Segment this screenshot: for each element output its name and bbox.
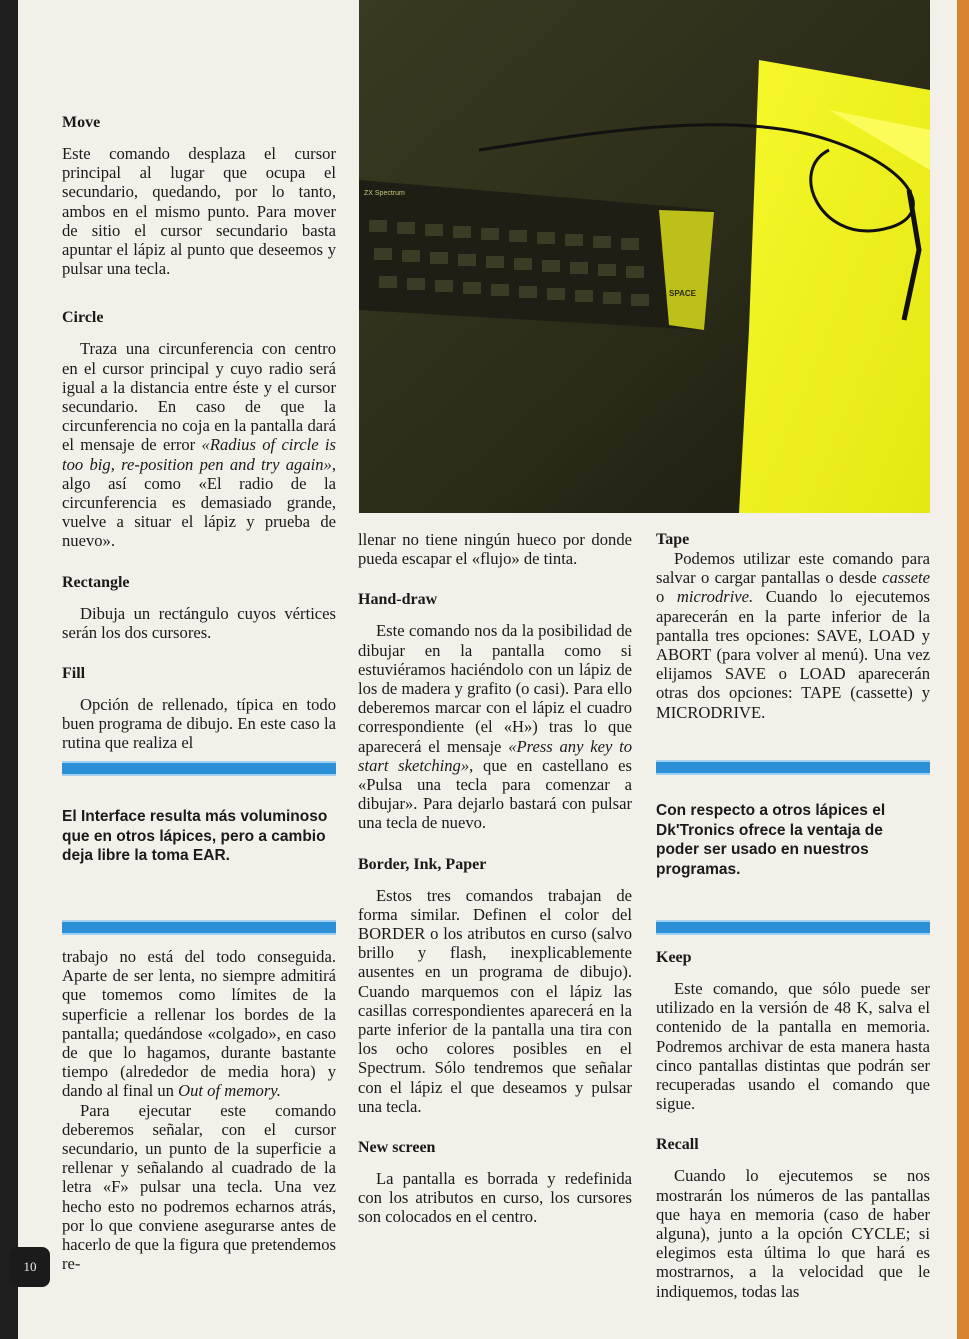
heading-recall: Recall <box>656 1136 699 1154</box>
text-tape-c: Cuando lo ejecutemos aparecerán en la parte inferior de la pantalla tres opciones: SAVE, LOAD y ABORT (para volver al menú). Una vez elijamos SAVE o LOAD aparecerán otras dos opciones: TAPE (cassette) y MICRODRIVE. <box>656 587 930 722</box>
text-keep: Este comando, que sólo puede ser utilizado en la versión de 48 K, salva el contenido de la pantalla en memoria. Podremos archivar de esta manera hasta cinco pantallas distintas que podrán ser recuperadas usando el comando que sigue. <box>656 979 930 1114</box>
heading-hand-draw: Hand-draw <box>358 591 438 609</box>
binding-spine <box>0 0 18 1339</box>
brand-label: ZX Spectrum <box>364 190 405 197</box>
text-hand-draw-b: , que en castellano es «Pulsa una tecla para comenzar a dibujar». Para dejarlo bastará con pulsar una tecla de nuevo. <box>358 755 633 833</box>
column-3-continued <box>656 948 930 1301</box>
blue-rule <box>656 920 930 935</box>
text-circle <box>62 339 336 550</box>
photo-illustration <box>359 0 930 513</box>
heading-circle: Circle <box>62 309 104 327</box>
text-press-any-key: «Press any key to start sketching» <box>358 736 633 775</box>
column-2 <box>358 530 632 1227</box>
text-hand-draw <box>358 621 632 832</box>
column-1-continued <box>62 947 336 1273</box>
heading-rectangle: Rectangle <box>62 573 130 591</box>
text-circle-error-msg: «Radius of circle is too big, re-position pen and try again» <box>62 435 336 474</box>
text-circle-b: , algo así como «El radio de la circunferencia es demasiado grande, vuelve a situar el lápiz y prueba de nuevo». <box>62 454 336 551</box>
page-number: 10 <box>10 1247 50 1287</box>
photo-spectrum-keyboard <box>359 0 930 513</box>
text-cassete: cassete <box>882 568 930 588</box>
text-recall: Cuando lo ejecutemos se nos mostrarán los números de las pantallas que haya en memoria (caso de haber alguna), junto a la opción CYCLE; si elegimos esta última lo que hará es mostrarnos, a la velocidad que le indiquemos, todas las <box>656 1166 930 1301</box>
text-new-screen: La pantalla es borrada y redefinida con los atributos en curso, los cursores son colocados en el centro. <box>358 1169 632 1227</box>
text-fill-end: llenar no tiene ningún hueco por donde pueda escapar el «flujo» de tinta. <box>358 530 632 569</box>
text-fill-execute: Para ejecutar este comando deberemos señalar, con el cursor secundario, un punto de la superficie a rellenar y señalando al cuadrado de la letra «F» pulsar una tecla. Una vez hecho esto no podremos echarnos atrás, por lo que conviene asegurarse antes de hacerlo de que la figura que pretendemos re- <box>62 1100 336 1274</box>
column-1 <box>62 113 336 753</box>
space-key-label: SPACE <box>669 289 696 298</box>
blue-rule <box>656 760 930 775</box>
text-rectangle: Dibuja un rectángulo cuyos vértices serán los dos cursores. <box>62 603 336 642</box>
pull-quote-2: Con respecto a otros lápices el Dk'Tronics ofrece la ventaja de poder ser usado en nuestros programas. <box>656 802 886 878</box>
blue-rule <box>62 761 336 776</box>
text-fill-cont-a: trabajo no está del todo conseguida. Aparte de ser lenta, no siempre admitirá que tomemos como límites de la superficie a rellenar los bordes de la pantalla; quedándose «colgado», en caso de que lo hagamos, durante bastante tiempo (alrededor de media hora) y dando al final un <box>62 947 336 1101</box>
text-move: Este comando desplaza el cursor principal al lugar que ocupa el secundario, quedando, por lo tanto, ambos en el mismo punto. Para mover de sitio el cursor secundario basta apuntar el lápiz al punto que deseemos y pulsar una tecla. <box>62 144 336 279</box>
text-fill-continued <box>62 947 336 1101</box>
heading-fill: Fill <box>62 665 86 683</box>
column-3 <box>656 530 930 722</box>
page-edge <box>957 0 969 1339</box>
text-out-of-memory: Out of memory. <box>178 1081 281 1101</box>
pull-quote-1: El Interface resulta más voluminoso que en otros lápices, pero a cambio deja libre la toma EAR. <box>62 808 328 864</box>
text-microdrive: microdrive. <box>676 587 754 607</box>
text-hand-draw-a: Este comando nos da la posibilidad de dibujar en la pantalla como si estuviéramos haciéndolo con un lápiz de los de madera y grafito (o casi). Para ello deberemos marcar con el lápiz el cuadro correspondiente (el «H») tras lo que aparecerá el mensaje <box>358 621 632 756</box>
text-tape-a: Podemos utilizar este comando para salvar o cargar pantallas o desde <box>656 549 930 588</box>
text-fill: Opción de rellenado, típica en todo buen programa de dibujo. En este caso la rutina que realiza el <box>62 695 336 753</box>
heading-new-screen: New screen <box>358 1139 436 1157</box>
text-border-ink-paper: Estos tres comandos trabajan de forma similar. Definen el color del BORDER o los atributos en curso (salvo brillo y flash, inexplicablemente ausentes en un programa de dibujo). Cuando marquemos con el lápiz las casillas correspondientes aparecerá en la parte inferior de la pantalla una tira con los ocho colores posibles en el Spectrum. Sólo tendremos que señalar con el lápiz el que deseamos y pulsar una tecla. <box>358 885 632 1116</box>
heading-border-ink-paper: Border, Ink, Paper <box>358 855 487 873</box>
heading-tape: Tape <box>656 531 690 548</box>
blue-rule <box>62 920 336 935</box>
heading-keep: Keep <box>656 949 692 966</box>
text-tape <box>656 549 930 722</box>
heading-move: Move <box>62 114 101 131</box>
text-tape-b: o <box>656 587 677 607</box>
text-circle-a: Traza una circunferencia con centro en el cursor principal y cuyo radio será igual a la distancia entre éste y el cursor secundario. En caso de que la circunferencia no coja en la pantalla dará el mensaje de error <box>62 339 336 455</box>
